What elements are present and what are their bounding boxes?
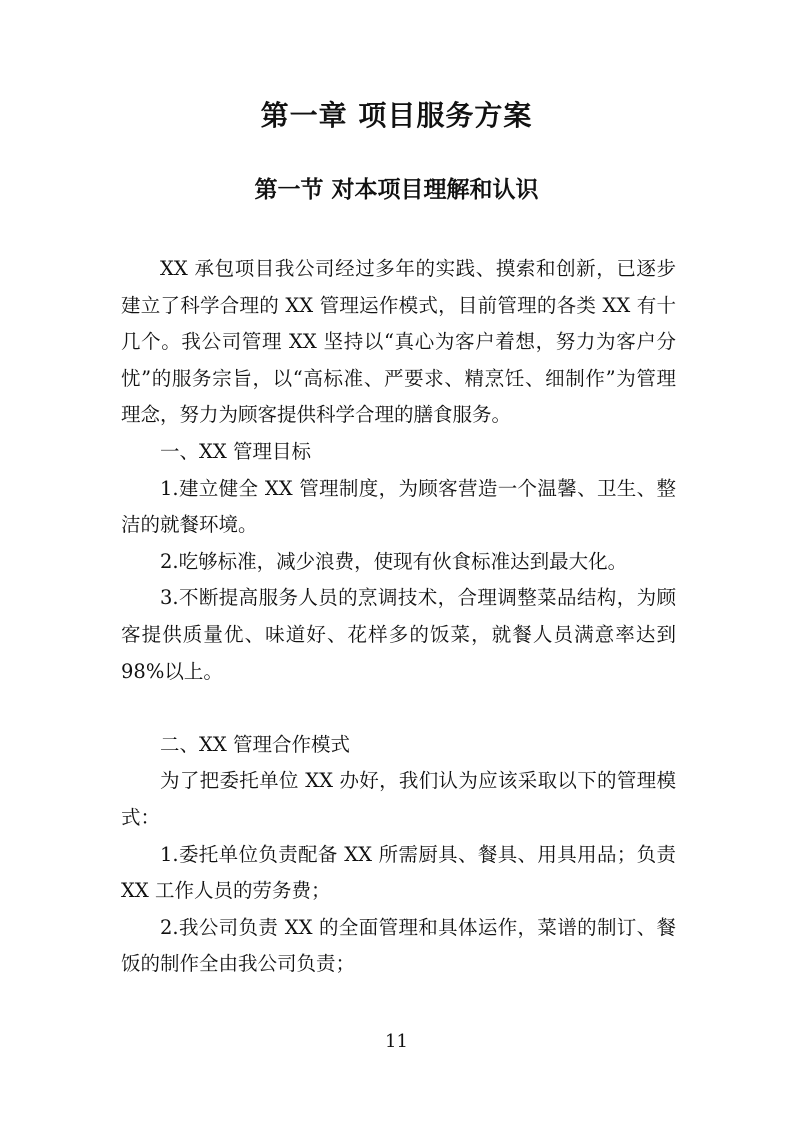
- heading-management-goals: 一、XX 管理目标: [160, 439, 311, 463]
- section-title: 第一节 对本项目理解和认识: [254, 177, 539, 203]
- intro-paragraph: XX 承包项目我公司经过多年的实践、摸索和创新，已逐步建立了科学合理的 XX 管理运作模式，目前管理的各类 XX 有十几个。我公司管理 XX 坚持以“真心为客户着想，努力为客户分忧”的服务宗旨，以“高标准、严要求、精烹饪、细制作”为管理理念，努力为顾客提供科学合理的膳食服务。: [121, 257, 676, 427]
- page-number: 11: [385, 1031, 408, 1052]
- goal-item-3: 3.不断提高服务人员的烹调技术，合理调整菜品结构，为顾客提供质量优、味道好、花样多的饭菜，就餐人员满意率达到 98%以上。: [121, 586, 676, 683]
- cooperation-item-2: 2.我公司负责 XX 的全面管理和具体运作，菜谱的制订、餐饭的制作全由我公司负责；: [121, 915, 676, 976]
- cooperation-item-1: 1.委托单位负责配备 XX 所需厨具、餐具、用具用品；负责 XX 工作人员的劳务费；: [121, 842, 676, 903]
- body-text: [121, 251, 676, 983]
- goal-item-2: 2.吃够标准，减少浪费，使现有伙食标准达到最大化。: [160, 549, 628, 573]
- goal-item-1: 1.建立健全 XX 管理制度，为顾客营造一个温馨、卫生、整洁的就餐环境。: [121, 476, 676, 537]
- chapter-title: 第一章 项目服务方案: [260, 99, 533, 132]
- cooperation-intro: 为了把委托单位 XX 办好，我们认为应该采取以下的管理模式：: [121, 769, 676, 829]
- heading-cooperation-mode: 二、XX 管理合作模式: [160, 732, 350, 756]
